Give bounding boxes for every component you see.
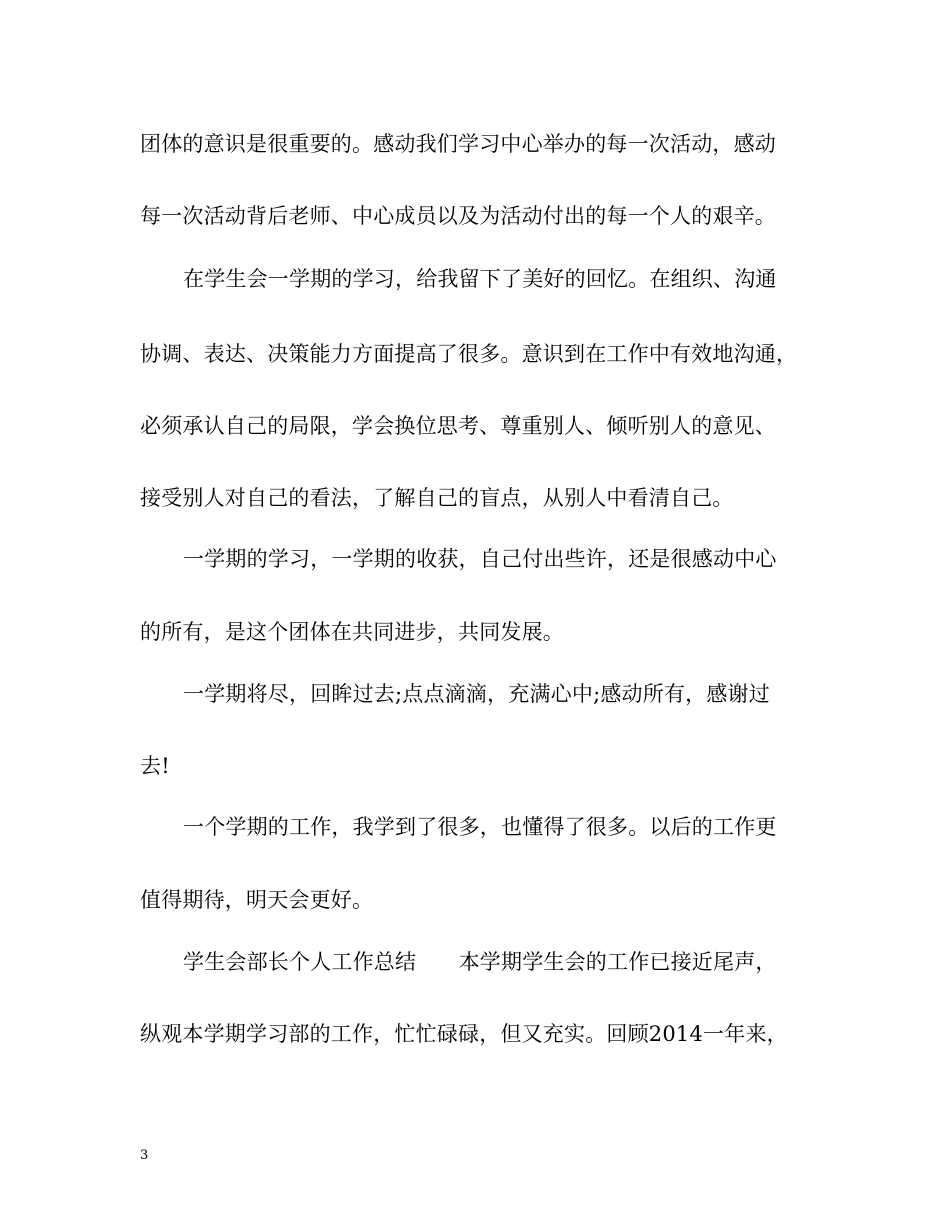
text-line-6: 接受别人对自己的看法，了解自己的盲点，从别人中看清自己。 (140, 486, 734, 510)
text-line-8: 的所有，是这个团体在共同进步，共同发展。 (140, 620, 564, 644)
page-number: 3 (140, 1148, 149, 1163)
text-line-1: 团体的意识是很重要的。感动我们学习中心举办的每一次活动，感动 (140, 132, 776, 156)
text-line-12: 值得期待，明天会更好。 (140, 888, 374, 912)
paragraph-line-5: 学生会部长个人工作总结 本学期学生会的工作已接近尾声， (183, 950, 777, 974)
paragraph-line-2: 一学期的学习，一学期的收获，自己付出些许，还是很感动中心 (183, 547, 777, 571)
paragraph-line-4: 一个学期的工作，我学到了很多，也懂得了很多。以后的工作更 (183, 815, 777, 839)
text-line-5: 必须承认自己的局限，学会换位思考、尊重别人、倾听别人的意见、 (140, 414, 776, 438)
text-line-4: 协调、表达、决策能力方面提高了很多。意识到在工作中有效地沟通， (140, 342, 798, 366)
text-line-10: 去! (140, 754, 170, 778)
text-line-14: 纵观本学期学习部的工作，忙忙碌碌，但又充实。回顾2014一年来， (140, 1022, 788, 1046)
text-line-2: 每一次活动背后老师、中心成员以及为活动付出的每一个人的艰辛。 (140, 204, 776, 228)
paragraph-line-3: 一学期将尽，回眸过去;点点滴滴，充满心中;感动所有，感谢过 (183, 682, 770, 706)
paragraph-line-1: 在学生会一学期的学习，给我留下了美好的回忆。在组织、沟通 (183, 267, 777, 291)
